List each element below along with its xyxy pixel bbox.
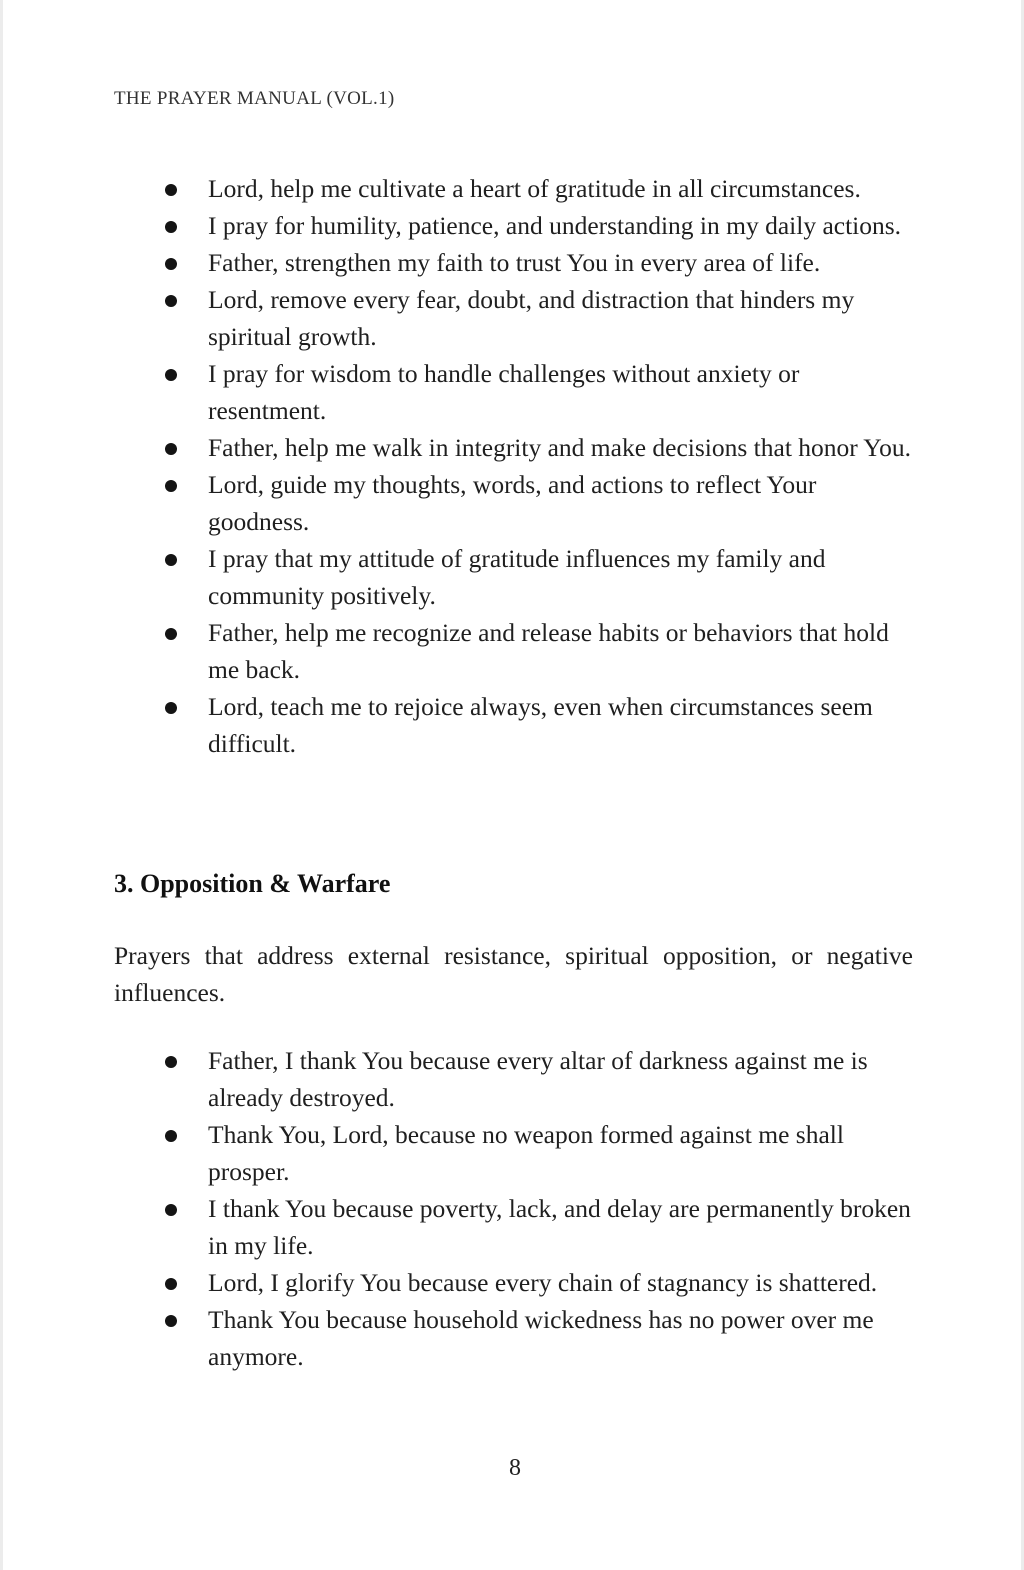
list-item-text: Lord, I glorify You because every chain of stagnancy is shattered. <box>208 1268 878 1297</box>
section-heading: 3. Opposition & Warfare <box>114 869 391 898</box>
list-item-text: Lord, remove every fear, doubt, and distraction that hinders my spiritual growth. <box>208 285 855 351</box>
bullet-icon <box>165 702 177 714</box>
bullet-icon <box>165 184 177 196</box>
list-item <box>163 1190 923 1264</box>
bullet-icon <box>165 1204 177 1216</box>
list-item-text: Father, help me walk in integrity and make decisions that honor You. <box>208 433 911 462</box>
list-item-text: I pray that my attitude of gratitude influences my family and community positively. <box>208 544 826 610</box>
list-item <box>163 170 923 207</box>
list-item <box>163 688 923 762</box>
bullet-icon <box>165 295 177 307</box>
list-item-text: Lord, teach me to rejoice always, even when circumstances seem difficult. <box>208 692 873 758</box>
bullet-icon <box>165 554 177 566</box>
running-header: THE PRAYER MANUAL (VOL.1) <box>114 88 395 109</box>
bullet-icon <box>165 1278 177 1290</box>
bullet-icon <box>165 480 177 492</box>
bullet-icon <box>165 1130 177 1142</box>
list-item <box>163 429 923 466</box>
prayer-list-warfare <box>163 1042 923 1375</box>
list-item <box>163 466 923 540</box>
bullet-icon <box>165 221 177 233</box>
bullet-icon <box>165 258 177 270</box>
list-item <box>163 1042 923 1116</box>
list-item <box>163 207 923 244</box>
bullet-icon <box>165 1315 177 1327</box>
list-item-text: Thank You, Lord, because no weapon formed against me shall prosper. <box>208 1120 844 1186</box>
bullet-icon <box>165 628 177 640</box>
list-item-text: Father, I thank You because every altar of darkness against me is already destroyed. <box>208 1046 868 1112</box>
list-item <box>163 540 923 614</box>
list-item-text: Father, strengthen my faith to trust You in every area of life. <box>208 248 821 277</box>
list-item-text: Thank You because household wickedness has no power over me anymore. <box>208 1305 874 1371</box>
list-item-text: Father, help me recognize and release habits or behaviors that hold me back. <box>208 618 889 684</box>
list-item <box>163 1116 923 1190</box>
list-item-text: I pray for wisdom to handle challenges without anxiety or resentment. <box>208 359 800 425</box>
bullet-icon <box>165 369 177 381</box>
prayer-list-gratitude <box>163 170 923 762</box>
list-item <box>163 614 923 688</box>
list-item <box>163 244 923 281</box>
list-item-text: I pray for humility, patience, and understanding in my daily actions. <box>208 211 902 240</box>
list-item-text: Lord, help me cultivate a heart of gratitude in all circumstances. <box>208 174 861 203</box>
section-description: Prayers that address external resistance, spiritual opposition, or negative influences. <box>114 941 913 1007</box>
list-item-text: I thank You because poverty, lack, and delay are permanently broken in my life. <box>208 1194 911 1260</box>
bullet-icon <box>165 1056 177 1068</box>
list-item <box>163 1264 923 1301</box>
list-item <box>163 281 923 355</box>
bullet-icon <box>165 443 177 455</box>
page-number: 8 <box>509 1455 521 1481</box>
list-item <box>163 355 923 429</box>
list-item <box>163 1301 923 1375</box>
list-item-text: Lord, guide my thoughts, words, and actions to reflect Your goodness. <box>208 470 817 536</box>
